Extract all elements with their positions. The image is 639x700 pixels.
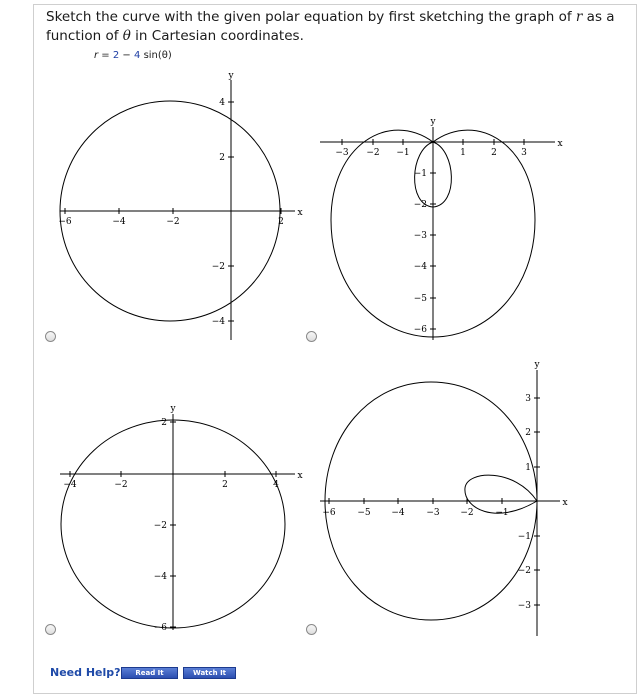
graph-option-d <box>315 358 570 638</box>
x-tick: −6 <box>58 217 72 227</box>
x-tick: 4 <box>273 480 279 490</box>
question-text-part: in Cartesian coordinates. <box>130 28 304 44</box>
graph-option-a <box>55 68 305 343</box>
y-axis-label: y <box>430 117 436 127</box>
var-r: r <box>575 9 583 25</box>
y-tick: 4 <box>219 98 225 108</box>
x-axis-label: x <box>562 498 568 508</box>
y-axis-label: y <box>228 71 234 81</box>
x-axis-label: x <box>297 208 303 218</box>
y-tick: 2 <box>161 418 167 428</box>
y-tick: −1 <box>413 169 427 179</box>
x-tick: −2 <box>114 480 128 490</box>
need-help-label: Need Help? <box>50 666 121 679</box>
y-tick: −4 <box>153 572 167 582</box>
watch-it-button[interactable]: Watch It <box>183 667 236 679</box>
radio-option-c[interactable] <box>45 624 56 635</box>
x-tick: 2 <box>278 217 284 227</box>
x-tick: −4 <box>391 508 405 518</box>
x-tick: −3 <box>335 148 349 158</box>
y-tick: 1 <box>525 463 531 473</box>
x-tick: −2 <box>460 508 474 518</box>
x-axis-label: x <box>557 139 563 149</box>
y-tick: −4 <box>413 262 427 272</box>
x-tick: −6 <box>322 508 336 518</box>
question-text <box>46 8 631 46</box>
x-tick: −4 <box>63 480 77 490</box>
y-tick: −1 <box>517 532 531 542</box>
x-tick: 1 <box>460 148 466 158</box>
y-tick: −2 <box>413 200 427 210</box>
question-text-part: as a function of <box>46 9 615 44</box>
y-tick: 3 <box>525 394 531 404</box>
var-theta: θ <box>122 28 131 44</box>
radio-option-b[interactable] <box>306 331 317 342</box>
y-axis-label: y <box>534 360 540 370</box>
y-tick: 2 <box>525 428 531 438</box>
y-tick: −3 <box>413 231 427 241</box>
question-text-part: Sketch the curve with the given polar equation by first sketching the graph of <box>46 9 576 25</box>
y-tick: 2 <box>219 153 225 163</box>
x-tick: −1 <box>495 508 509 518</box>
x-tick: 2 <box>491 148 497 158</box>
x-axis-label: x <box>297 471 303 481</box>
read-it-button[interactable]: Read It <box>121 667 178 679</box>
y-tick: −6 <box>413 325 427 335</box>
graph-option-b <box>315 115 565 345</box>
y-tick: −4 <box>211 317 225 327</box>
y-tick: −3 <box>517 601 531 611</box>
x-tick: −4 <box>112 217 126 227</box>
polar-equation: r = 2 − 4 sin(θ) <box>94 50 172 61</box>
x-tick: 3 <box>521 148 527 158</box>
x-tick: −3 <box>426 508 440 518</box>
x-tick: 2 <box>222 480 228 490</box>
x-tick: −2 <box>366 148 380 158</box>
y-axis-label: y <box>170 404 176 414</box>
y-tick: −2 <box>153 521 167 531</box>
y-tick: −2 <box>517 566 531 576</box>
radio-option-d[interactable] <box>306 624 317 635</box>
y-tick: −5 <box>413 294 427 304</box>
y-tick: −2 <box>211 262 225 272</box>
radio-option-a[interactable] <box>45 331 56 342</box>
graph-option-c <box>55 402 305 632</box>
x-tick: −5 <box>357 508 371 518</box>
y-tick: −6 <box>153 623 167 632</box>
x-tick: −2 <box>166 217 180 227</box>
x-tick: −1 <box>396 148 410 158</box>
